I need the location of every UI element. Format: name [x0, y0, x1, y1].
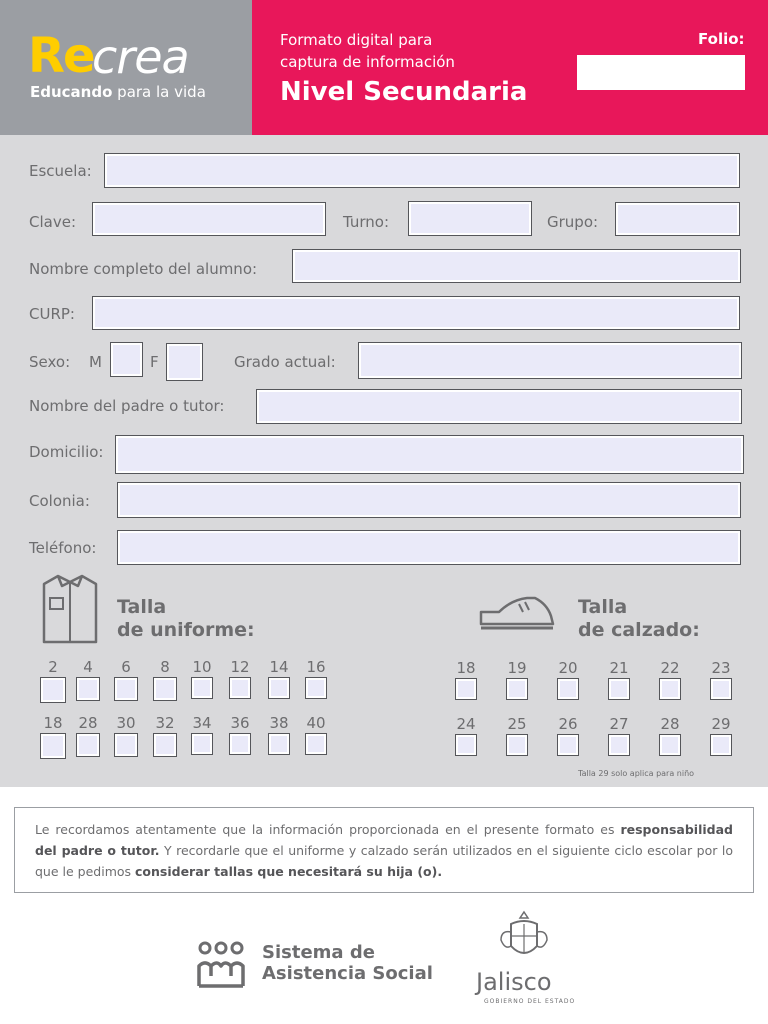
uniform-size-checkbox[interactable] — [192, 734, 212, 754]
shoe-title-line2: de calzado: — [578, 619, 700, 641]
shoe-size-label: 24 — [456, 715, 476, 733]
uniform-size-label: 4 — [83, 658, 93, 676]
dif-name — [262, 942, 433, 984]
uniform-size-label: 12 — [230, 658, 250, 676]
page-title: Nivel Secundaria — [280, 77, 528, 107]
clave-field[interactable] — [93, 203, 325, 235]
uniform-size-label: 2 — [48, 658, 58, 676]
notice-bold-2: considerar tallas que necesitará su hija (o). — [135, 864, 443, 879]
notice-text-2: Y recordarle que el uniforme y calzado serán utilizados en el siguiente ciclo escolar por lo que le pedimos — [35, 843, 733, 879]
curp-label: CURP: — [29, 305, 75, 323]
shoe-size-checkbox[interactable] — [507, 735, 527, 755]
uniform-size-checkbox[interactable] — [269, 734, 289, 754]
alumno-field[interactable] — [293, 250, 740, 282]
uniform-size-label: 6 — [121, 658, 131, 676]
shoe-size-note: Talla 29 solo aplica para niño — [578, 769, 695, 778]
uniform-size-checkbox[interactable] — [77, 678, 99, 700]
uniform-size-checkbox[interactable] — [306, 678, 326, 698]
shoe-size-checkbox[interactable] — [456, 735, 476, 755]
grupo-label: Grupo: — [547, 213, 599, 231]
folio-field[interactable] — [577, 55, 745, 90]
sexo-f-label: F — [150, 353, 159, 371]
padre-label: Nombre del padre o tutor: — [29, 397, 225, 415]
shoe-size-checkbox[interactable] — [456, 679, 476, 699]
subtitle-line1: Formato digital para — [280, 31, 433, 49]
shoe-size-checkbox[interactable] — [558, 735, 578, 755]
shoe-size-label: 25 — [507, 715, 527, 733]
uniform-size-checkbox[interactable] — [115, 734, 137, 756]
jalisco-name: Jalisco — [476, 968, 552, 996]
uniform-size-label: 36 — [230, 714, 250, 732]
uniform-size-checkbox[interactable] — [41, 678, 65, 702]
turno-label: Turno: — [343, 213, 390, 231]
uniform-size-checkbox[interactable] — [192, 678, 212, 698]
uniform-size-checkbox[interactable] — [306, 734, 326, 754]
uniform-title-line2: de uniforme: — [117, 619, 255, 641]
sexo-label: Sexo: — [29, 353, 71, 371]
uniform-size-label: 16 — [306, 658, 326, 676]
header — [0, 0, 768, 135]
shoe-size-label: 29 — [711, 715, 731, 733]
grado-field[interactable] — [359, 343, 741, 378]
shoe-size-checkbox[interactable] — [507, 679, 527, 699]
shoe-title-line1: Talla — [578, 596, 628, 618]
uniform-size-checkbox[interactable] — [230, 678, 250, 698]
shoe-size-checkbox[interactable] — [711, 735, 731, 755]
uniform-size-checkbox[interactable] — [269, 678, 289, 698]
shoe-size-label: 21 — [609, 659, 629, 677]
grupo-field[interactable] — [616, 203, 739, 235]
logo-tagline-bold: Educando — [30, 83, 113, 101]
escuela-field[interactable] — [105, 154, 739, 187]
notice-text-1: Le recordamos atentamente que la información proporcionada en el presente formato es — [35, 822, 621, 837]
uniform-title-line1: Talla — [117, 596, 167, 618]
alumno-label: Nombre completo del alumno: — [29, 260, 258, 278]
uniform-size-label: 18 — [43, 714, 63, 732]
shoe-size-label: 19 — [507, 659, 527, 677]
uniform-size-label: 14 — [269, 658, 289, 676]
padre-field[interactable] — [257, 390, 741, 423]
shoe-size-checkbox[interactable] — [609, 735, 629, 755]
shirt-icon — [40, 572, 100, 646]
domicilio-field[interactable] — [116, 436, 743, 473]
uniform-size-label: 32 — [155, 714, 175, 732]
logo-re: Re — [28, 28, 94, 84]
grado-label: Grado actual: — [234, 353, 336, 371]
shoe-size-label: 28 — [660, 715, 680, 733]
telefono-label: Teléfono: — [29, 539, 97, 557]
logo-panel — [0, 0, 252, 135]
turno-field[interactable] — [409, 202, 531, 235]
escuela-label: Escuela: — [29, 162, 92, 180]
sexo-m-label: M — [89, 353, 102, 371]
shoe-size-label: 18 — [456, 659, 476, 677]
shoe-size-checkbox[interactable] — [660, 735, 680, 755]
logo-tagline-rest: para la vida — [112, 83, 206, 101]
subtitle-line2: captura de información — [280, 53, 455, 71]
notice-bold-1: responsabilidad del padre o tutor. — [35, 822, 733, 858]
shoe-size-checkbox[interactable] — [660, 679, 680, 699]
uniform-size-checkbox[interactable] — [154, 734, 176, 756]
sexo-f-checkbox[interactable] — [167, 344, 202, 380]
logo-tagline — [30, 83, 206, 101]
colonia-label: Colonia: — [29, 492, 90, 510]
shoe-size-checkbox[interactable] — [609, 679, 629, 699]
logo-crea: crea — [92, 30, 189, 84]
shoe-icon — [477, 594, 557, 634]
uniform-size-label: 40 — [306, 714, 326, 732]
shoe-size-label: 22 — [660, 659, 680, 677]
notice-box — [14, 807, 754, 893]
shoe-size-label: 26 — [558, 715, 578, 733]
uniform-size-label: 28 — [78, 714, 98, 732]
shoe-size-label: 27 — [609, 715, 629, 733]
colonia-field[interactable] — [118, 483, 740, 517]
shoe-title — [578, 596, 700, 642]
clave-label: Clave: — [29, 213, 76, 231]
uniform-size-label: 10 — [192, 658, 212, 676]
dif-logo-icon — [196, 940, 246, 990]
folio-label: Folio: — [698, 30, 745, 48]
uniform-size-checkbox[interactable] — [154, 678, 176, 700]
uniform-size-label: 34 — [192, 714, 212, 732]
shoe-size-label: 20 — [558, 659, 578, 677]
uniform-size-label: 8 — [160, 658, 170, 676]
uniform-size-checkbox[interactable] — [230, 734, 250, 754]
uniform-size-label: 30 — [116, 714, 136, 732]
dif-line2: Asistencia Social — [262, 963, 433, 984]
uniform-size-label: 38 — [269, 714, 289, 732]
domicilio-label: Domicilio: — [29, 443, 104, 461]
uniform-size-checkbox[interactable] — [41, 734, 65, 758]
dif-line1: Sistema de — [262, 942, 375, 963]
shoe-size-checkbox[interactable] — [558, 679, 578, 699]
shoe-size-checkbox[interactable] — [711, 679, 731, 699]
telefono-field[interactable] — [118, 531, 740, 564]
uniform-title — [117, 596, 255, 642]
curp-field[interactable] — [93, 297, 739, 329]
shoe-size-label: 23 — [711, 659, 731, 677]
jalisco-subtitle: GOBIERNO DEL ESTADO — [484, 998, 576, 1005]
uniform-size-checkbox[interactable] — [77, 734, 99, 756]
uniform-size-checkbox[interactable] — [115, 678, 137, 700]
sexo-m-checkbox[interactable] — [111, 343, 142, 376]
jalisco-crest-icon — [497, 910, 551, 970]
